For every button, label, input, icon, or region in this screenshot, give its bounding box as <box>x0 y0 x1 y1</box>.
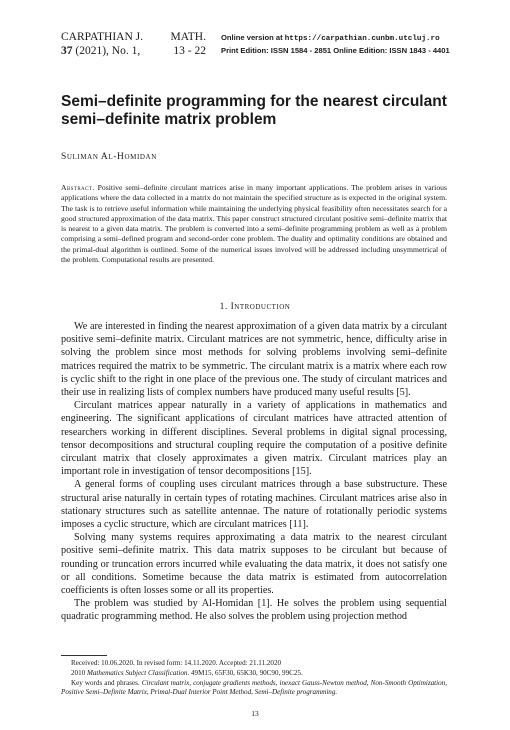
online-info <box>221 32 450 56</box>
page-range: 13 - 22 <box>173 45 206 57</box>
journal-math: MATH. <box>170 31 206 43</box>
abstract <box>61 183 447 265</box>
abstract-label: Abstract. <box>61 183 95 192</box>
abstract-text: Positive semi–definite circulant matrices arise in many important applications. The problem arises in various applications where the data collected in a matrix do not maintain the specified structure as is expected in the original system. The task is to retrieve useful information while maintaining the underlying physical feasibility often necessitates search for a good structured approximation of the data matrix. This paper construct structured circulant positive semi–definite matrix that is nearest to a given data matrix. The problem is converted into a semi–definite programming problem as well as a problem comprising a semi–defined program and second-order cone problem. The duality and optimality conditions are obtained and the primal-dual algorithm is outlined. Some of the numerical issues involved will be addressed including unsymmetrical of the problem. Computational results are presented. <box>61 183 447 265</box>
paper-title <box>61 93 461 129</box>
paragraph: We are interested in finding the nearest approximation of a given data matrix by a circulant positive semi–definite matrix. Circulant matrices are not symmetric, hence, difficulty arise in solving the problem since most methods for solving problems involving semi–definite matrices required the matrix to be symmetric. The circulant matrix is a matrix where each row is cyclic shift to the right in one place of the previous one. The study of circulant matrices and their use in realizing lists of complex numbers have produced many useful results [5]. <box>61 321 447 399</box>
paragraph: Circulant matrices appear naturally in a variety of applications in mathematics and engineering. The significant applications of circulant matrices have attracted attention of researchers working in different disciplines. Several problems in digital signal processing, tensor decompositions and structural coupling require the computation of a positive definite circulant matrix that closely approximates a given matrix. Circulant matrices play an important role in investigation of tensor decompositions [15]. <box>61 400 447 478</box>
paragraph: A general forms of coupling uses circulant matrices through a base substructure. These structural arise naturally in certain types of rotating machines. Circulant matrices arise also in stationary structures such as satellite antennae. The nature of rotationally periodic systems imposes a cyclic structure, which are circulant matrices [11]. <box>61 479 447 531</box>
paragraph: Solving many systems requires approximating a data matrix to the nearest circulant positive semi–definite matrix. This data matrix supposes to be circulant but because of rounding or truncation errors incurred while evaluating the data matrix, it does not satisfy one or all conditions. Sometime because the data matrix is estimated from autocorrelation coefficients is often losses some or all its properties. <box>61 532 447 597</box>
msc-label: Mathematics Subject Classification. <box>86 668 190 677</box>
journal-math-pages <box>164 30 206 58</box>
title-line-2: semi–definite matrix problem <box>61 111 277 128</box>
body-text <box>61 320 447 624</box>
journal-name: CARPATHIAN J. <box>61 31 144 43</box>
title-line-1: Semi–definite programming for the nearest circulant <box>61 93 447 110</box>
online-prefix: Online version at <box>221 33 285 42</box>
msc-codes: 49M15, 65F30, 65K30, 90C90, 99C25. <box>189 668 303 677</box>
keywords-list: Circulant matrix, conjugate gradients methods, inexact Gauss-Newton method, Non-Smooth Optimization, Positive Semi–Definite Matrix, Primal-Dual Interior Point Method, Semi–Definite programming. <box>61 678 447 697</box>
section-heading: 1. Introduction <box>219 302 291 312</box>
issn-line: Print Edition: ISSN 1584 - 2851 Online Edition: ISSN 1843 - 4401 <box>221 46 450 55</box>
issue-info: (2021), No. 1, <box>72 45 141 57</box>
msc-prefix: 2010 <box>71 668 87 677</box>
received-dates: Received: 10.06.2020. In revised form: 14.11.2020. Accepted: 21.11.2020 <box>71 659 282 667</box>
author-name: Suliman Al-Homidan <box>61 152 157 162</box>
paragraph: The problem was studied by Al-Homidan [1]. He solves the problem using sequential quadratic programming method. He also solves the problem using projection method <box>61 598 447 623</box>
keywords <box>61 679 447 699</box>
keywords-label: Key words and phrases. <box>71 678 140 687</box>
page-number: 13 <box>251 709 259 718</box>
volume-issue <box>61 44 143 58</box>
online-version <box>221 32 450 45</box>
journal-citation <box>61 30 143 58</box>
msc-classification <box>61 669 447 679</box>
footnotes <box>61 659 447 698</box>
journal-url[interactable]: https://carpathian.cunbm.utcluj.ro <box>284 35 440 43</box>
volume-number: 37 <box>61 45 73 57</box>
footnote-rule <box>61 655 107 656</box>
